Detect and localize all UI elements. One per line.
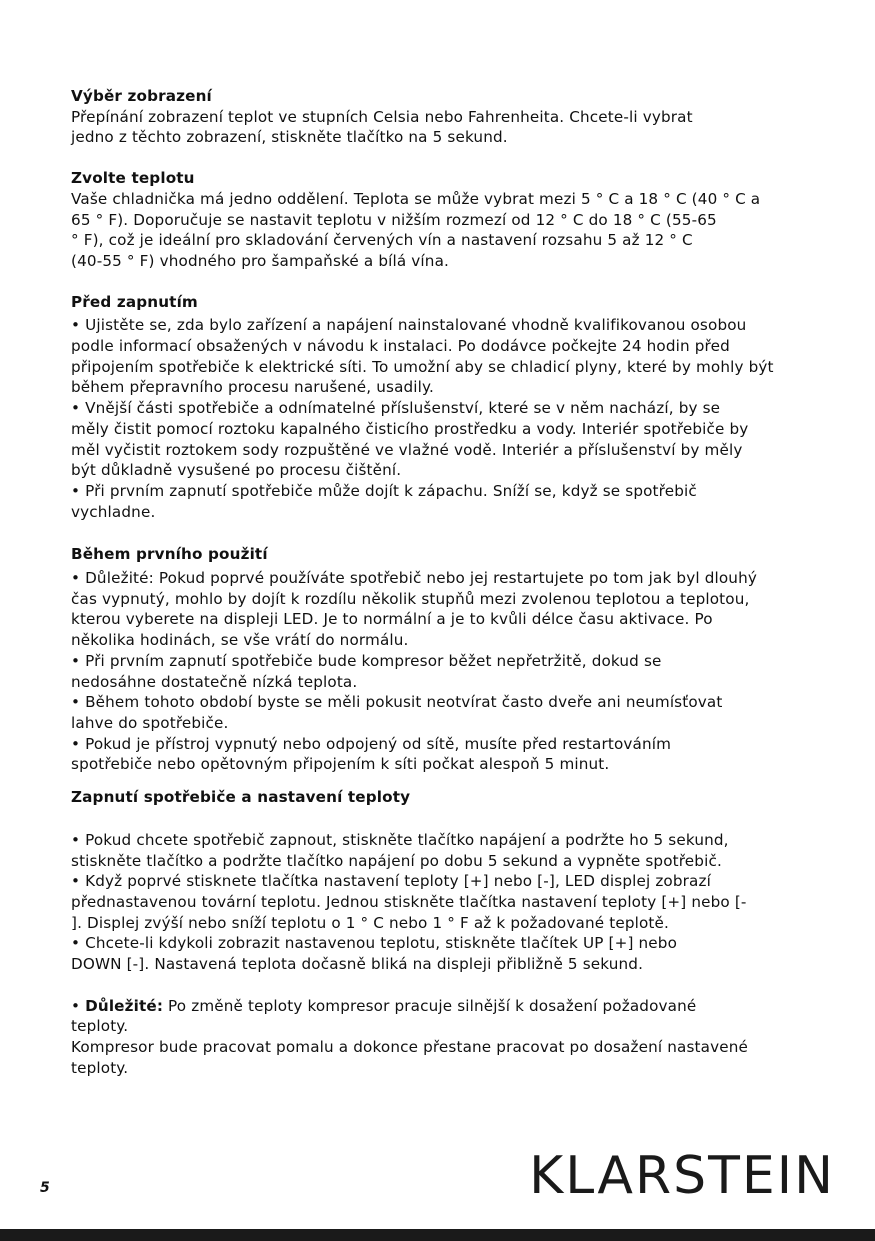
text-line: kterou vyberete na displeji LED. Je to normální a je to kvůli délce času aktivace. Po [71,610,713,629]
text-line: • Důležité: Pokud poprvé používáte spotřebič nebo jej restartujete po tom jak byl dlouhý [71,569,758,588]
text-line: • Když poprvé stisknete tlačítka nastavení teploty [+] nebo [-], LED displej zobrazí [71,872,712,891]
section-before-switching-on [71,292,841,523]
text-line: Vaše chladnička má jedno oddělení. Teplota se může vybrat mezi 5 ° C a 18 ° C (40 ° C a [71,189,761,208]
text-line: spotřebiče nebo opětovným připojením k síti počkat alespoň 5 minut. [71,755,610,774]
text-line: čas vypnutý, mohlo by dojít k rozdílu několik stupňů mezi zvolenou teplotou a teplotou, [71,589,750,608]
text-line: • Ujistěte se, zda bylo zařízení a napájení nainstalované vhodně kvalifikovanou osobou [71,316,747,335]
text-line: během přepravního procesu narušené, usadily. [71,378,434,397]
text-line: (40-55 ° F) vhodného pro šampaňské a bílá vína. [71,251,450,270]
text-line: • Chcete-li kdykoli zobrazit nastavenou teplotu, stiskněte tlačítek UP [+] nebo [71,934,678,953]
text-line: • Vnější části spotřebiče a odnímatelné příslušenství, které se v něm nachází, by se [71,399,721,418]
text-line: ]. Displej zvýší nebo sníží teplotu o 1 ° C nebo 1 ° F až k požadované teplotě. [71,913,669,932]
text-line: jedno z těchto zobrazení, stiskněte tlačítko na 5 sekund. [71,128,508,147]
text-line: vychladne. [71,502,156,521]
section-choose-temperature [71,168,841,272]
text-line: měly čistit pomocí roztoku kapalného čisticího prostředku a vody. Interiér spotřebiče by [71,419,749,438]
page-number: 5 [40,1180,50,1196]
section-first-use [71,544,841,775]
text-line: teploty. [71,1058,129,1077]
text-line: ° F), což je ideální pro skladování červených vín a nastavení rozsahu 5 až 12 ° C [71,231,693,250]
text-line: lahve do spotřebiče. [71,713,229,732]
text-fragment: Po změně teploty kompresor pracuje silnější k dosažení požadované [163,996,697,1015]
important-label: Důležité: [85,996,164,1015]
text-line: DOWN [-]. Nastavená teplota dočasně bliká na displeji přibližně 5 sekund. [71,955,644,974]
bullet: • [71,996,86,1015]
section-display-selection [71,86,841,148]
section-heading: Během prvního použití [71,545,268,564]
important-line [71,996,841,1017]
text-line: podle informací obsažených v návodu k instalaci. Po dodávce počkejte 24 hodin před [71,337,730,356]
text-line: několika hodinách, se vše vrátí do normálu. [71,631,409,650]
text-line: 65 ° F). Doporučuje se nastavit teplotu v nižším rozmezí od 12 ° C do 18 ° C (55-65 [71,210,717,229]
section-heading: Zapnutí spotřebiče a nastavení teploty [71,788,411,807]
text-line: • Při prvním zapnutí spotřebiče bude kompresor běžet nepřetržitě, dokud se [71,651,662,670]
text-line: měl vyčistit roztokem sody rozpuštěné ve vlažné vodě. Interiér a příslušenství by měly [71,440,743,459]
section-switch-on-and-set [71,787,841,975]
footer-bar [0,1229,875,1241]
section-heading: Výběr zobrazení [71,87,212,105]
text-line: • Pokud je přístroj vypnutý nebo odpojený od sítě, musíte před restartováním [71,734,672,753]
text-line: přednastavenou tovární teplotu. Jednou stiskněte tlačítka nastavení teploty [+] nebo [- [71,892,747,911]
text-line: • Při prvním zapnutí spotřebiče může dojít k zápachu. Sníží se, když se spotřebič [71,481,697,500]
section-heading: Zvolte teplotu [71,169,195,188]
text-line: nedosáhne dostatečně nízká teplota. [71,672,358,691]
text-line: • Během tohoto období byste se měli pokusit neotvírat často dveře ani neumísťovat [71,693,723,712]
text-line: teploty. [71,1017,129,1036]
text-line: připojením spotřebiče k elektrické síti. To umožní aby se chladicí plyny, které by mohly být [71,357,774,376]
text-line: stiskněte tlačítko a podržte tlačítko napájení po dobu 5 sekund a vypněte spotřebič. [71,851,722,870]
important-note [71,996,841,1079]
document-body [71,86,841,1079]
text-line: • Pokud chcete spotřebič zapnout, stiskněte tlačítko napájení a podržte ho 5 sekund, [71,830,729,849]
text-line: Přepínání zobrazení teplot ve stupních Celsia nebo Fahrenheita. Chcete-li vybrat [71,107,693,126]
text-line: Kompresor bude pracovat pomalu a dokonce přestane pracovat po dosažení nastavené [71,1038,748,1057]
section-heading: Před zapnutím [71,292,198,311]
text-line: být důkladně vysušené po procesu čištění. [71,461,402,480]
brand-logo: KLARSTEIN [529,1146,835,1206]
